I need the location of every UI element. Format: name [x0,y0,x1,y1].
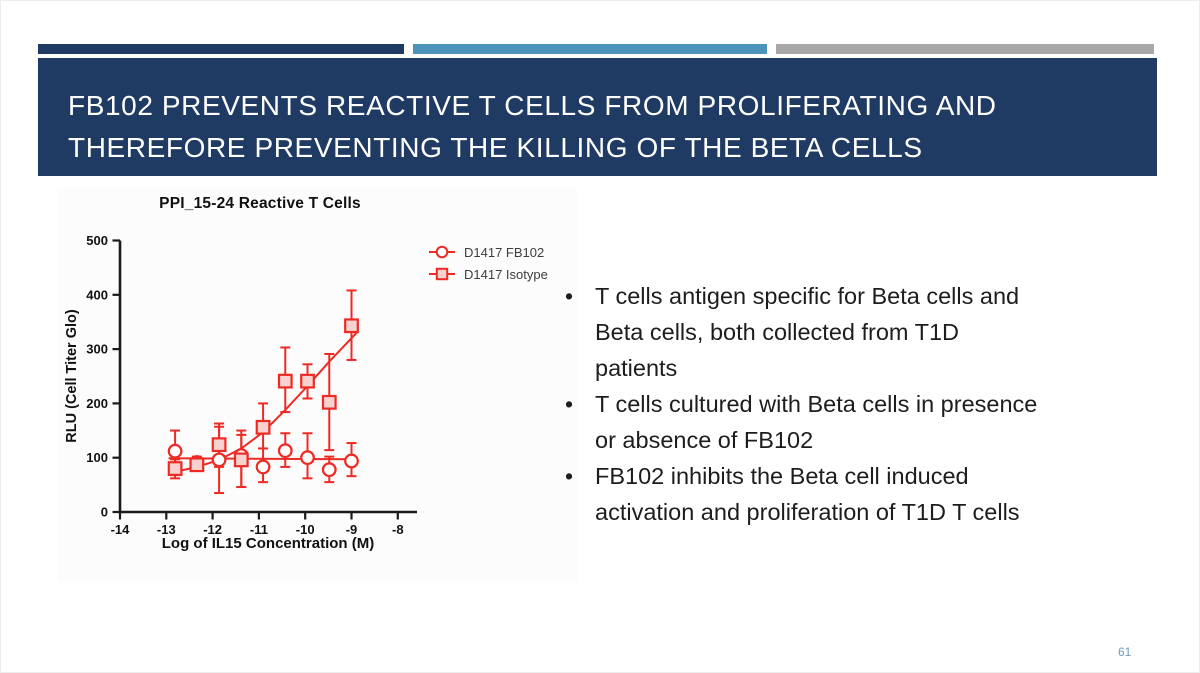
chart-x-axis-label: Log of IL15 Concentration (M) [161,535,375,552]
bullet-text: activation and proliferation of T1D T cells [595,499,1020,525]
data-point-circle [279,444,292,457]
bullet-text: Beta cells, both collected from T1D [595,319,959,345]
data-point-circle [323,463,336,476]
data-point-square [279,375,292,388]
bullet-text: or absence of FB102 [595,427,814,453]
x-tick-label: -13 [156,522,176,537]
data-point-circle [169,445,182,458]
chart-image [57,188,577,583]
data-point-circle [257,461,270,474]
bullet-text: FB102 inhibits the Beta cell induced [595,463,969,489]
data-point-square [191,458,204,471]
y-tick-label: 400 [86,287,108,303]
legend-label-fb102: D1417 FB102 [464,244,545,260]
x-tick-label: -11 [249,522,268,537]
list-item [565,386,1155,458]
y-tick-label: 200 [86,395,108,411]
bullet-dot: • [565,391,574,417]
bullet-dot: • [565,283,574,309]
chart-y-axis-label: RLU (Cell Titer Glo) [64,309,80,443]
x-tick-label: -10 [295,522,315,537]
bullet-text: patients [595,355,678,381]
bullet-text: T cells antigen specific for Beta cells and [595,283,1020,309]
list-item [565,458,1155,530]
x-tick-label: -8 [392,522,404,537]
data-point-circle [345,455,358,468]
data-point-square [235,454,248,467]
bullet-dot: • [565,463,574,489]
data-point-circle [213,454,226,467]
legend-label-isotype: D1417 Isotype [464,266,548,282]
bullet-text: T cells cultured with Beta cells in presence [595,391,1038,417]
data-point-square [257,421,270,434]
slide-title-line-1: FB102 PREVENTS REACTIVE T CELLS FROM PROLIFERATING AND [68,90,997,121]
chart-title: PPI_15-24 Reactive T Cells [159,195,361,212]
y-tick-label: 100 [86,450,108,466]
data-point-square [345,319,358,332]
y-tick-label: 300 [86,341,108,357]
accent-bar-blue [413,44,767,54]
data-point-square [301,375,314,388]
data-point-square [213,438,226,451]
chart-plot-svg [57,188,577,583]
y-tick-label: 0 [100,504,108,520]
data-point-square [169,462,182,475]
slide-title-box [38,58,1157,176]
slide-title-line-2: THEREFORE PREVENTING THE KILLING OF THE BETA CELLS [68,132,923,163]
x-tick-label: -12 [203,522,222,537]
y-tick-label: 500 [86,233,108,248]
list-item [565,278,1155,386]
data-point-square [323,396,336,409]
bullet-list [565,278,1155,530]
accent-bar-gray [776,44,1154,54]
x-tick-label: -14 [110,522,130,537]
accent-bar-navy [38,44,404,54]
page-number: 61 [1118,645,1132,659]
x-tick-label: -9 [345,522,358,537]
data-point-circle [301,451,314,464]
